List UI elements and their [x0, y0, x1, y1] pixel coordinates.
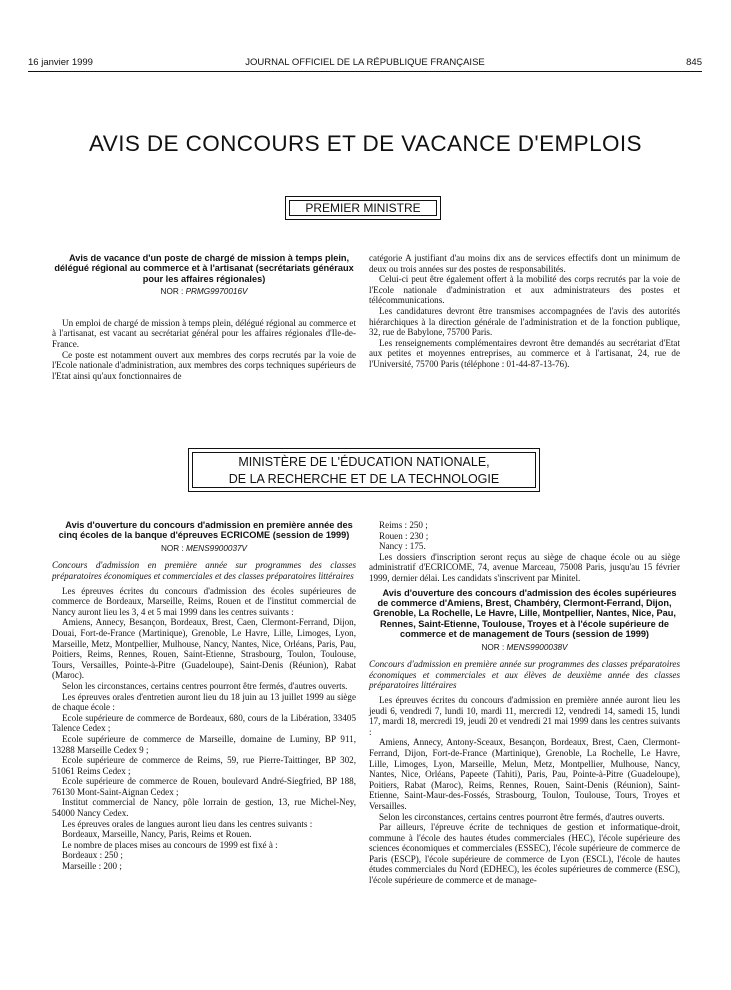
- paragraph: Par ailleurs, l'épreuve écrite de techniques de gestion et informatique-droit, commune à l'école des hautes études commerciales (HEC), l'école supérieure des sciences économiques et commerciales (ESSEC), l'école supérieure de commerce de Paris (ESCP), l'école supérieure de commerce de Lyon (ESCL), l'école de hautes études commerciales du Nord (EDHEC), les écoles supérieures de commerce (ESC), l'école supérieure de commerce et de manage-: [369, 822, 680, 886]
- paragraph: Institut commercial de Nancy, pôle lorrain de gestion, 13, rue Michel-Ney, 54000 Nancy Cedex.: [52, 797, 356, 819]
- section-heading-line: DE LA RECHERCHE ET DE LA TECHNOLOGIE: [228, 472, 500, 486]
- paragraph: Ecole supérieure de commerce de Bordeaux, 680, cours de la Libération, 33405 Talence Cedex ;: [52, 712, 356, 734]
- nor-reference: [52, 544, 356, 555]
- section-heading-ministere: [188, 448, 540, 492]
- nor-label: NOR :: [160, 543, 184, 553]
- paragraph: Selon les circonstances, certains centres pourront être fermés, d'autres ouverts.: [62, 680, 348, 691]
- paragraph: Le nombre de places mises au concours de 1999 est fixé à :: [62, 839, 278, 850]
- section1-left-column: [52, 253, 356, 381]
- paragraph: Selon les circonstances, certains centres pourront être fermés, d'autres ouverts.: [379, 811, 665, 822]
- section-heading-label: PREMIER MINISTRE: [289, 200, 437, 216]
- nor-label: NOR :: [160, 287, 184, 297]
- section-heading-premier-ministre: [285, 196, 441, 220]
- notice-subtitle: Concours d'admission en première année sur programmes des classes préparatoires économiques et commerciales et des classes préparatoires littéraires: [52, 560, 356, 581]
- paragraph: Ecole supérieure de commerce de Reims, 59, rue Pierre-Taittinger, BP 302, 51061 Reims Cedex ;: [52, 755, 356, 776]
- notice-title: Avis d'ouverture du concours d'admission en première année des cinq écoles de la banque d'épreuves ECRICOME (session de 1999): [58, 520, 353, 541]
- nor-reference: [52, 287, 356, 298]
- paragraph: Ecole supérieure de commerce de Rouen, boulevard André-Siegfried, BP 188, 76130 Mont-Saint-Aignan Cedex ;: [52, 776, 356, 797]
- header-date: 16 janvier 1999: [28, 57, 93, 68]
- header-journal: JOURNAL OFFICIEL DE LA RÉPUBLIQUE FRANÇAISE: [245, 57, 485, 68]
- paragraph: Amiens, Annecy, Antony-Sceaux, Besançon, Bordeaux, Brest, Caen, Clermont-Ferrand, Dijon, Fort-de-France (Martinique), Grenoble, La Rochelle, Le Havre, Lille, Limoges, Lyon, Marseille, Melun, Metz, Montpellier, Mulhouse, Nancy, Nantes, Nice, Orléans, Papeete (Tahiti), Paris, Pau, Pointe-à-Pitre (Guadeloupe), Poitiers, Rabat (Maroc), Reims, Rennes, Rouen, Saint-Denis (Réunion), Saint-Etienne, Saint-Maur-des-Fossés, Strasbourg, Toulon, Toulouse, Tours, Troyes et Versailles.: [369, 737, 680, 811]
- paragraph: Les candidatures devront être transmises accompagnées de l'avis des autorités hiérarchiques à la direction générale de l'administration et de la fonction publique, 32, rue de Babylone, 75700 Paris.: [369, 305, 680, 338]
- paragraph: Les dossiers d'inscription seront reçus au siège de chaque école ou au siège administratif d'ECRICOME, 74, avenue Marceau, 75008 Paris, jusqu'au 15 février 1999, dernier délai. Les candidats s'inscrivent par Minitel.: [369, 551, 680, 583]
- nor-code: MENS9900037V: [186, 543, 248, 553]
- paragraph: Celui-ci peut être également offert à la mobilité des corps recrutés par la voie de l'Ecole nationale d'administration et aux administrateurs des postes et télécommunications.: [369, 274, 680, 306]
- section2-right-column: [369, 520, 680, 886]
- section1-right-column: [369, 253, 680, 370]
- paragraph: Les renseignements complémentaires devront être demandés au secrétariat d'Etat aux petites et moyennes entreprises, au commerce et à l'artisanat, 24, rue de l'Université, 75700 Paris (téléphone : 01-44-87-13-76).: [369, 337, 680, 369]
- paragraph: Bordeaux, Marseille, Nancy, Paris, Reims et Rouen.: [62, 829, 252, 840]
- paragraph: Bordeaux : 250 ;: [62, 850, 123, 861]
- paragraph: Ce poste est notamment ouvert aux membres des corps recrutés par la voie de l'Ecole nationale d'administration, aux membres des corps techniques supérieurs de l'Etat ainsi qu'aux fonctionnaires de: [52, 349, 356, 381]
- notice-subtitle: Concours d'admission en première année sur programmes des classes préparatoires économiques et commerciales et aux élèves de deuxième année des classes préparatoires littéraires: [369, 659, 680, 691]
- paragraph: Les épreuves orales d'entretien auront lieu du 18 juin au 13 juillet 1999 au siège de chaque école :: [52, 691, 356, 713]
- section2-left-column: [52, 520, 356, 872]
- paragraph: Ecole supérieure de commerce de Marseille, domaine de Luminy, BP 911, 13288 Marseille Cedex 9 ;: [52, 733, 356, 755]
- header-rule: [28, 71, 702, 72]
- notice-title: Avis de vacance d'un poste de chargé de mission à temps plein, délégué régional au commerce et à l'artisanat (secrétariats généraux pour les affaires régionales): [54, 253, 354, 284]
- main-title: AVIS DE CONCOURS ET DE VACANCE D'EMPLOIS: [89, 131, 642, 156]
- paragraph: Un emploi de chargé de mission à temps plein, délégué régional au commerce et à l'artisanat, est vacant au secrétariat général pour les affaires régionales d'Ile-de-France.: [52, 317, 356, 349]
- paragraph: Amiens, Annecy, Besançon, Bordeaux, Brest, Caen, Clermont-Ferrand, Dijon, Douai, Fort-de-France (Martinique), Grenoble, Le Havre, Lille, Limoges, Lyon, Marseille, Metz, Montpellier, Mulhouse, Nancy, Nantes, Nice, Orléans, Paris, Pau, Poitiers, Reims, Rennes, Rouen, Saint-Etienne, Strasbourg, Toulon, Toulouse, Tours, Versailles, Pointe-à-Pitre (Guadeloupe), Saint-Denis (Réunion), Rabat (Maroc).: [52, 617, 356, 681]
- paragraph: Les épreuves orales de langues auront lieu dans les centres suivants :: [62, 818, 313, 829]
- paragraph: Les épreuves écrites du concours d'admission des écoles supérieures de commerce de Bordeaux, Marseille, Reims, Rouen et de l'institut commercial de Nancy auront lieu les 3, 4 et 5 mai 1999 dans les centres suivants :: [52, 585, 356, 617]
- section-heading-line: MINISTÈRE DE L'ÉDUCATION NATIONALE,: [238, 455, 490, 469]
- places-line: Rouen : 230 ;: [379, 530, 429, 541]
- nor-label: NOR :: [481, 642, 505, 652]
- paragraph: Les épreuves écrites du concours d'admission en première année auront lieu les jeudi 6, vendredi 7, lundi 10, mardi 11, mercredi 12, vendredi 14, samedi 15, lundi 17, mardi 18, mercredi 19, jeudi 20 et vendredi 21 mai 1999 dans les centres suivants :: [369, 694, 680, 737]
- places-line: Reims : 250 ;: [379, 520, 428, 530]
- nor-reference: [369, 643, 680, 654]
- paragraph: catégorie A justifiant d'au moins dix ans de services effectifs dont un minimum de deux ou trois années sur des postes de responsabilités.: [369, 253, 680, 274]
- places-line: Nancy : 175.: [379, 541, 426, 552]
- nor-code: PRMG9970016V: [185, 287, 248, 297]
- running-header: [28, 57, 702, 71]
- paragraph: Marseille : 200 ;: [62, 861, 122, 872]
- header-page-number: 845: [686, 57, 702, 68]
- nor-code: MENS9900038V: [506, 642, 568, 652]
- notice-title: Avis d'ouverture des concours d'admission des écoles supérieures de commerce d'Amiens, Brest, Chambéry, Clermont-Ferrand, Dijon, Grenoble, La Rochelle, Le Havre, Lille, Montpellier, Nantes, Nice, Pau, Rennes, Saint-Etienne, Toulouse, Troyes et à l'école supérieure de commerce et de management de Tours (session de 1999): [373, 587, 677, 640]
